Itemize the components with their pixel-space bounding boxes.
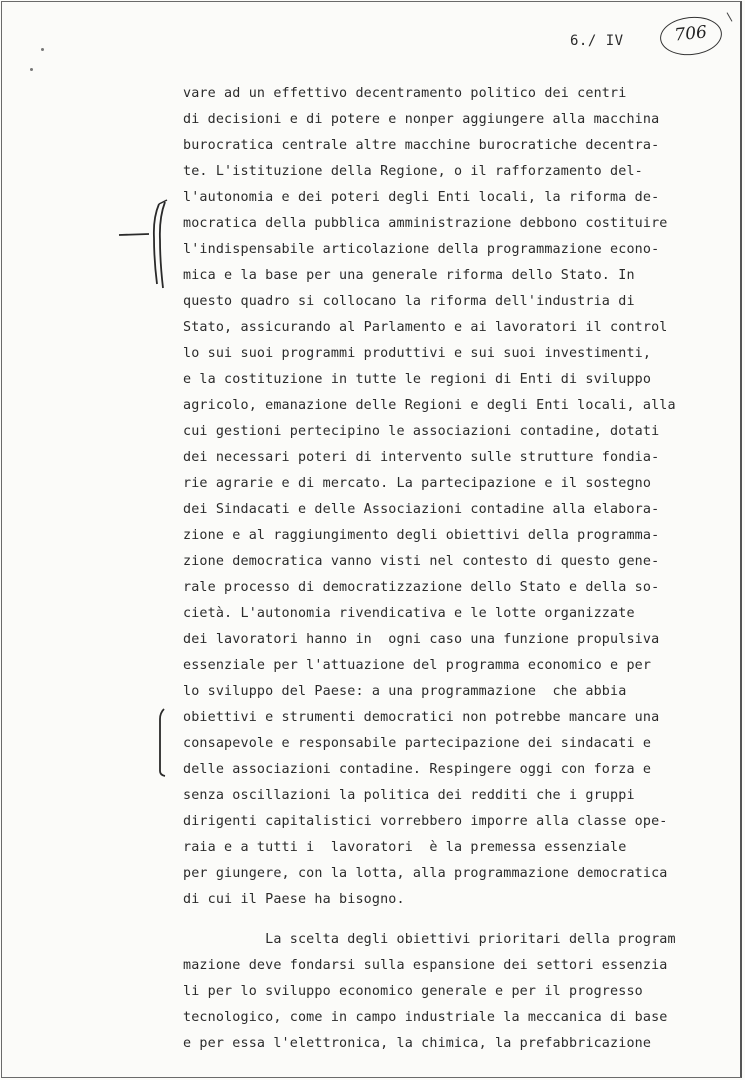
text-line: e per essa l'elettronica, la chimica, la prefabbricazione bbox=[183, 1036, 652, 1051]
text-line: dei necessari poteri di intervento sulle strutture fondia- bbox=[183, 450, 660, 465]
margin-bracket-mark-lower bbox=[152, 705, 172, 780]
text-line: tecnologico, come in campo industriale la meccanica di base bbox=[183, 1010, 668, 1025]
text-line: zione democratica vanno visti nel contesto di questo gene- bbox=[183, 554, 660, 569]
text-line: lo sviluppo del Paese: a una programmazione che abbia bbox=[183, 684, 627, 699]
text-line: mica e la base per una generale riforma dello Stato. In bbox=[183, 268, 635, 283]
text-line: rie agrarie e di mercato. La partecipazione e il sostegno bbox=[183, 476, 652, 491]
stamp-number: 706 bbox=[673, 22, 708, 46]
text-line: Stato, assicurando al Parlamento e ai lavoratori il control bbox=[183, 320, 668, 335]
text-line: l'autonomia e dei poteri degli Enti locali, la riforma de- bbox=[183, 190, 660, 205]
text-line: di cui il Paese ha bisogno. bbox=[183, 892, 405, 907]
text-line: raia e a tutti i lavoratori è la premessa essenziale bbox=[183, 840, 627, 855]
text-line: lo sui suoi programmi produttivi e sui suoi investimenti, bbox=[183, 346, 652, 361]
text-line: cietà. L'autonomia rivendicativa e le lotte organizzate bbox=[183, 606, 635, 621]
text-line: l'indispensabile articolazione della programmazione econo- bbox=[183, 242, 660, 257]
text-line: di decisioni e di potere e nonper aggiungere alla macchina bbox=[183, 112, 660, 127]
text-line: burocratica centrale altre macchine burocratiche decentra- bbox=[183, 138, 660, 153]
text-line: La scelta degli obiettivi prioritari della program bbox=[183, 932, 676, 947]
scan-speck bbox=[41, 48, 44, 51]
text-line: e la costituzione in tutte le regioni di Enti di sviluppo bbox=[183, 372, 652, 387]
text-line: obiettivi e strumenti democratici non potrebbe mancare una bbox=[183, 710, 660, 725]
text-line: delle associazioni contadine. Respingere oggi con forza e bbox=[183, 762, 652, 777]
text-line: questo quadro si collocano la riforma dell'industria di bbox=[183, 294, 635, 309]
text-line: rale processo di democratizzazione dello Stato e della so- bbox=[183, 580, 660, 595]
text-line: mocratica della pubblica amministrazione debbono costituire bbox=[183, 216, 668, 231]
scan-speck bbox=[30, 68, 33, 71]
text-line: dei lavoratori hanno in ogni caso una funzione propulsiva bbox=[183, 632, 660, 647]
text-line: senza oscillazioni la politica dei redditi che i gruppi bbox=[183, 788, 635, 803]
text-line: vare ad un effettivo decentramento politico dei centri bbox=[183, 86, 627, 101]
text-line: consapevole e responsabile partecipazione dei sindacati e bbox=[183, 736, 652, 751]
text-line: essenziale per l'attuazione del programma economico e per bbox=[183, 658, 652, 673]
text-line: dirigenti capitalistici vorrebbero imporre alla classe ope- bbox=[183, 814, 668, 829]
text-line: agricolo, emanazione delle Regioni e degli Enti locali, alla bbox=[183, 398, 676, 413]
text-line: te. L'istituzione della Regione, o il rafforzamento del- bbox=[183, 164, 643, 179]
text-line: dei Sindacati e delle Associazioni contadine alla elabora- bbox=[183, 502, 660, 517]
text-line: cui gestioni pertecipino le associazioni contadine, dotati bbox=[183, 424, 660, 439]
text-line: li per lo sviluppo economico generale e per il progresso bbox=[183, 984, 643, 999]
margin-bracket-mark-upper bbox=[115, 198, 175, 293]
text-line: per giungere, con la lotta, alla programmazione democratica bbox=[183, 866, 668, 881]
text-line: mazione deve fondarsi sulla espansione dei settori essenzia bbox=[183, 958, 668, 973]
text-line: zione e al raggiungimento degli obiettivi della programma- bbox=[183, 528, 660, 543]
page-number: 6./ IV bbox=[570, 33, 624, 49]
